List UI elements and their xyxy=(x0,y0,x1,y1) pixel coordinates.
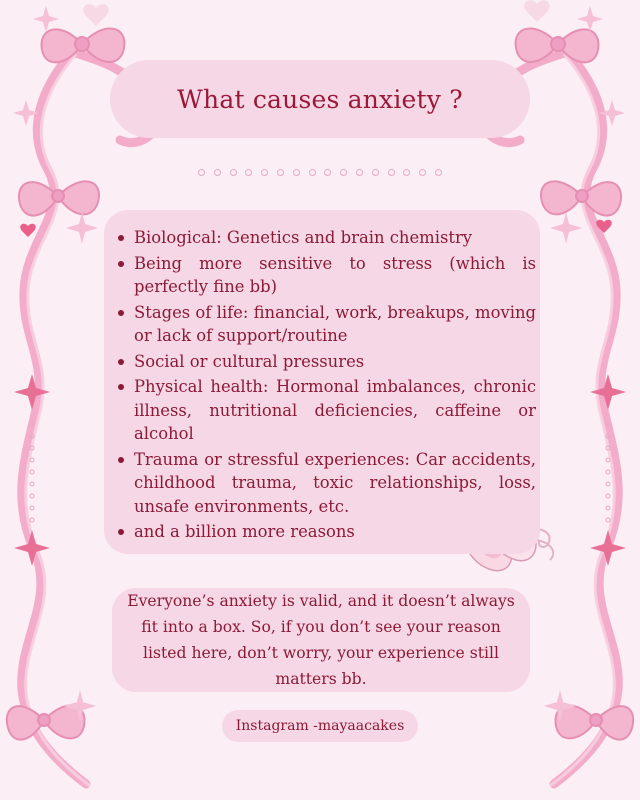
ribbon-bow-icon xyxy=(7,705,85,739)
ribbon-bow-icon xyxy=(19,181,99,237)
causes-list xyxy=(104,210,540,544)
social-handle-badge xyxy=(222,710,418,742)
cause-item: Biological: Genetics and brain chemistry xyxy=(134,226,536,250)
ribbon-bow-icon xyxy=(516,29,599,63)
page-title: What causes anxiety ? xyxy=(177,84,463,114)
cause-item: Physical health: Hormonal imbalances, chronic illness, nutritional deficiencies, caffeine or alcohol xyxy=(134,375,536,446)
cause-item: Stages of life: financial, work, breakups, moving or lack of support/routine xyxy=(134,301,536,348)
ribbon-bow-icon xyxy=(42,29,125,63)
cause-item: Social or cultural pressures xyxy=(134,350,536,374)
ribbon-bow-icon xyxy=(541,181,621,233)
heart-icon xyxy=(83,0,549,26)
causes-panel xyxy=(104,210,540,554)
dotted-divider xyxy=(198,168,442,176)
reassurance-panel xyxy=(112,588,530,692)
reassurance-text: Everyone’s anxiety is valid, and it doesn’t always fit into a box. So, if you don’t see your reason listed here, don’t worry, your experience still matters bb. xyxy=(127,592,515,688)
cause-item: and a billion more reasons xyxy=(134,520,536,544)
social-handle: Instagram -mayaacakes xyxy=(235,718,405,734)
cause-item: Being more sensitive to stress (which is perfectly fine bb) xyxy=(134,252,536,299)
ribbon-bow-icon xyxy=(555,705,633,739)
title-banner xyxy=(110,60,530,138)
cause-item: Trauma or stressful experiences: Car accidents, childhood trauma, toxic relationships, loss, unsafe environments, etc. xyxy=(134,448,536,519)
